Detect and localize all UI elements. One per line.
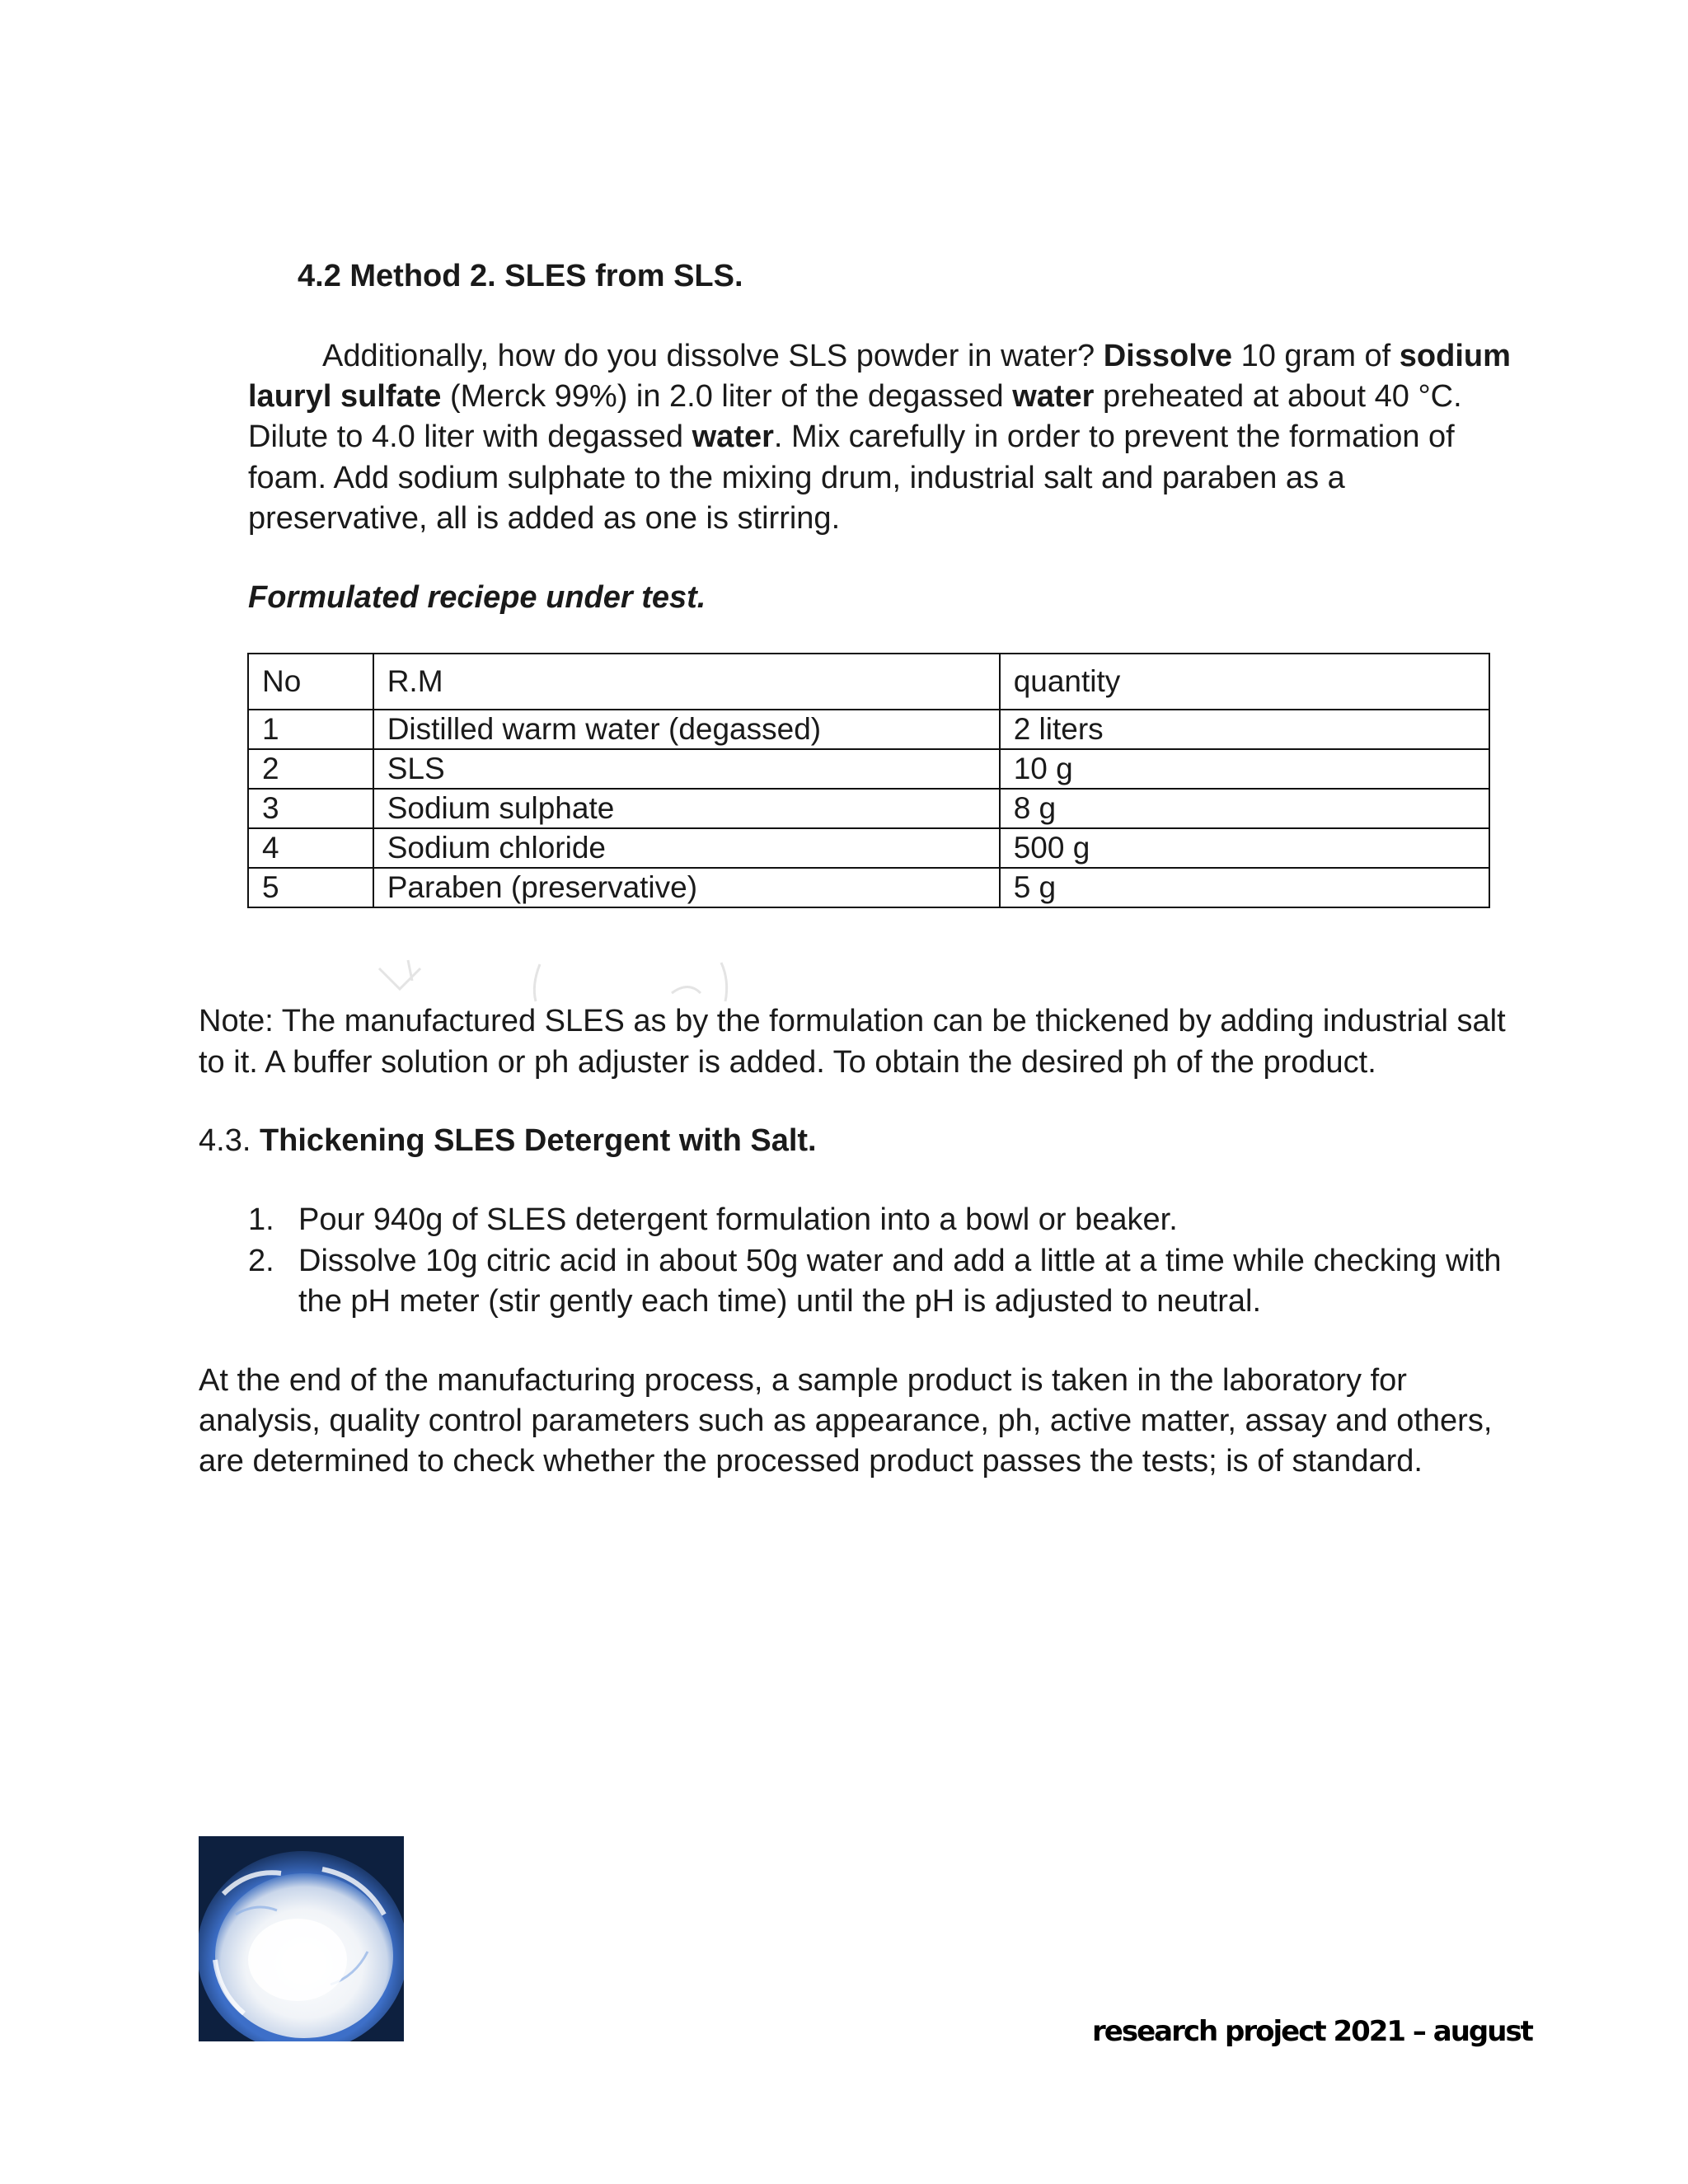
text: . Mix carefully in order to prevent the formation of [773, 419, 1455, 454]
section-heading: 4.2 Method 2. SLES from SLS. [298, 259, 743, 293]
table-cell: 4 [248, 828, 373, 868]
table-cell: 8 g [1000, 789, 1489, 828]
table-row [248, 868, 1489, 907]
step-number: 2. [248, 1244, 274, 1278]
note-line-1: Note: The manufactured SLES as by the formulation can be thickened by adding industrial salt [199, 1004, 1506, 1038]
bold-text: Dissolve [1103, 339, 1233, 373]
table-cell: 2 [248, 749, 373, 789]
recipe-table [247, 653, 1490, 908]
list-item: Pour 940g of SLES detergent formulation into a bowl or beaker. [298, 1202, 1178, 1237]
table-cell: 5 g [1000, 868, 1489, 907]
intro-line-2 [248, 376, 1462, 417]
table-row [248, 828, 1489, 868]
section-title: Thickening SLES Detergent with Salt. [259, 1123, 817, 1158]
table-row [248, 789, 1489, 828]
detergent-drum-image [199, 1836, 404, 2041]
table-cell: Sodium sulphate [373, 789, 1000, 828]
list-item: Dissolve 10g citric acid in about 50g water and add a little at a time while checking with [298, 1244, 1502, 1278]
table-cell: Distilled warm water (degassed) [373, 710, 1000, 749]
text: Dilute to 4.0 liter with degassed [248, 419, 692, 454]
table-cell: SLS [373, 749, 1000, 789]
bold-text: lauryl sulfate [248, 379, 442, 414]
conclusion-line-3: are determined to check whether the processed product passes the tests; is of standard. [199, 1444, 1423, 1479]
footer-text: research project 2021 – august [1092, 2015, 1532, 2048]
table-row [248, 749, 1489, 789]
text: 10 gram of [1232, 339, 1400, 373]
bold-text: sodium [1399, 339, 1511, 373]
header-cell: R.M [373, 654, 1000, 710]
conclusion-line-1: At the end of the manufacturing process, a sample product is taken in the laboratory for [199, 1363, 1407, 1398]
table-cell: 500 g [1000, 828, 1489, 868]
step-number: 1. [248, 1202, 274, 1237]
table-row [248, 710, 1489, 749]
intro-line-1 [322, 335, 1511, 377]
intro-line-3 [248, 416, 1455, 457]
text: preheated at about 40 °C. [1094, 379, 1462, 414]
table-caption: Formulated reciepe under test. [248, 580, 706, 615]
table-cell: 1 [248, 710, 373, 749]
header-cell: quantity [1000, 654, 1489, 710]
note-line-2: to it. A buffer solution or ph adjuster is added. To obtain the desired ph of the product. [199, 1045, 1376, 1080]
list-item-continued: the pH meter (stir gently each time) until the pH is adjusted to neutral. [298, 1284, 1261, 1319]
product-photo [199, 1836, 404, 2041]
table-cell: 10 g [1000, 749, 1489, 789]
table-cell: Paraben (preservative) [373, 868, 1000, 907]
bold-text: water [1012, 379, 1095, 414]
header-cell: No [248, 654, 373, 710]
intro-line-4: foam. Add sodium sulphate to the mixing drum, industrial salt and paraben as a [248, 461, 1345, 495]
table-cell: Sodium chloride [373, 828, 1000, 868]
section-43-heading [199, 1120, 817, 1161]
text: Additionally, how do you dissolve SLS powder in water? [322, 339, 1104, 373]
table-cell: 3 [248, 789, 373, 828]
table-cell: 2 liters [1000, 710, 1489, 749]
scan-artifact-marks [363, 956, 758, 1005]
table-cell: 5 [248, 868, 373, 907]
section-number: 4.3. [199, 1123, 260, 1158]
conclusion-line-2: analysis, quality control parameters such as appearance, ph, active matter, assay and others, [199, 1404, 1493, 1438]
intro-line-5: preservative, all is added as one is stirring. [248, 501, 841, 536]
table-header-row [248, 654, 1489, 710]
bold-text: water [692, 419, 774, 454]
text: (Merck 99%) in 2.0 liter of the degassed [441, 379, 1013, 414]
